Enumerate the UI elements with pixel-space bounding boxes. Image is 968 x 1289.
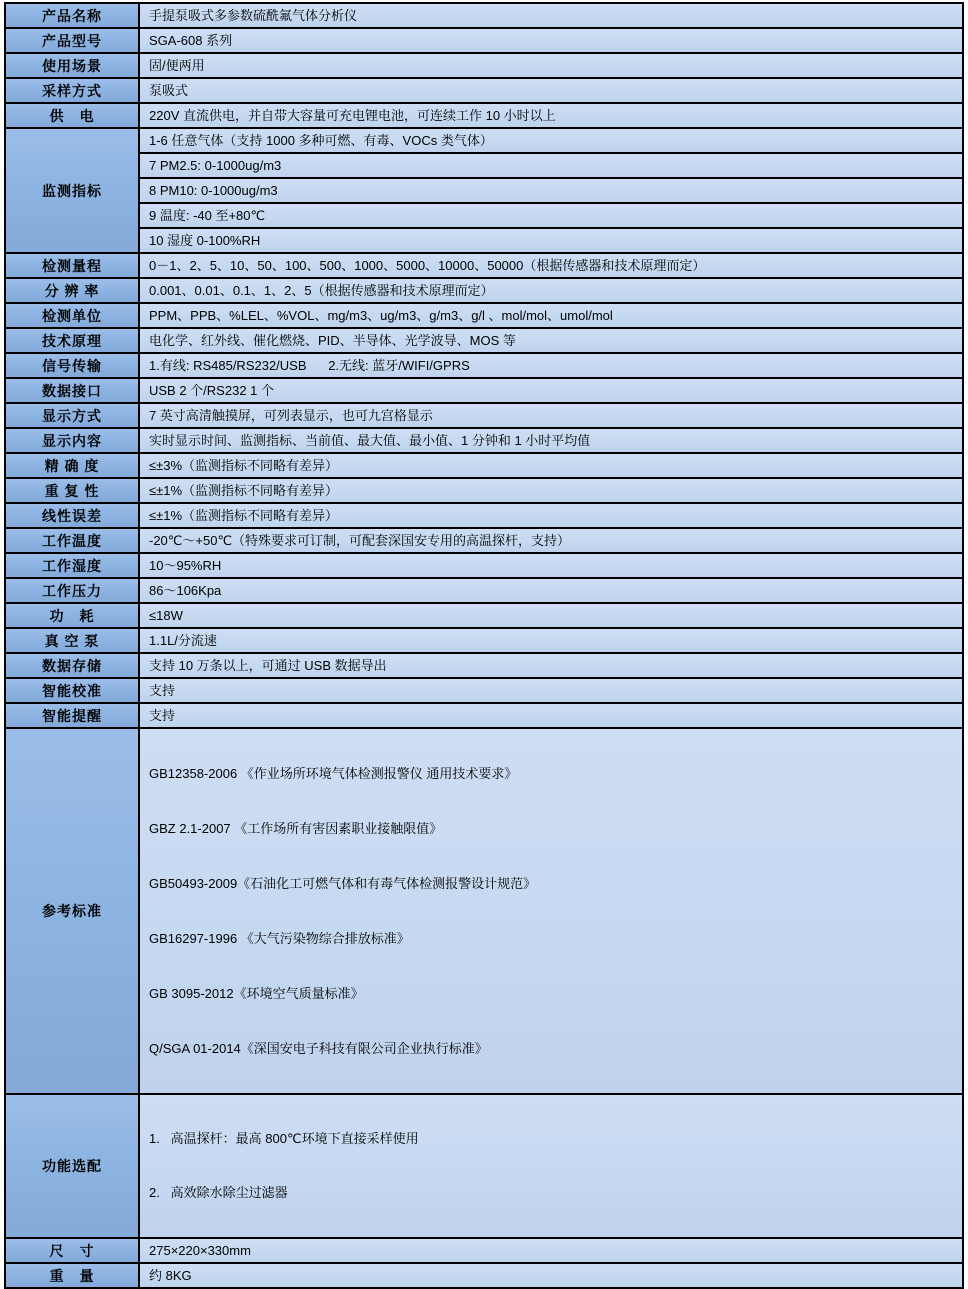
spec-row — [5, 228, 963, 253]
spec-value-monitoring-indicator-4: 9 温度: -40 至+80℃ — [139, 203, 963, 228]
spec-value-detection-range: 0－1、2、5、10、50、100、500、1000、5000、10000、50000（根据传感器和技术原理而定） — [139, 253, 963, 278]
spec-label-product-model: 产品型号 — [5, 28, 139, 53]
spec-row — [5, 503, 963, 528]
spec-label-detection-unit: 检测单位 — [5, 303, 139, 328]
spec-label-smart-reminder: 智能提醒 — [5, 703, 139, 728]
spec-row — [5, 78, 963, 103]
spec-row — [5, 453, 963, 478]
spec-value-data-storage: 支持 10 万条以上，可通过 USB 数据导出 — [139, 653, 963, 678]
spec-value-working-pressure: 86～106Kpa — [139, 578, 963, 603]
spec-value-resolution: 0.001、0.01、0.1、1、2、5（根据传感器和技术原理而定） — [139, 278, 963, 303]
spec-value-power-consumption: ≤18W — [139, 603, 963, 628]
spec-label-sampling-method: 采样方式 — [5, 78, 139, 103]
spec-value-linearity-error: ≤±1%（监测指标不同略有差异） — [139, 503, 963, 528]
spec-row — [5, 128, 963, 153]
spec-row — [5, 278, 963, 303]
spec-label-display-content: 显示内容 — [5, 428, 139, 453]
reference-standard-line: Q/SGA 01-2014《深国安电子科技有限公司企业执行标准》 — [149, 1041, 488, 1056]
spec-value-reference-standards — [139, 728, 963, 1094]
product-spec-table — [4, 2, 964, 1289]
spec-value-vacuum-pump: 1.1L/分流速 — [139, 628, 963, 653]
spec-row — [5, 653, 963, 678]
spec-row — [5, 1094, 963, 1238]
spec-value-detection-unit: PPM、PPB、%LEL、%VOL、mg/m3、ug/m3、g/m3、g/l 、mol/mol、umol/mol — [139, 303, 963, 328]
spec-label-monitoring-indicators: 监测指标 — [5, 128, 139, 253]
spec-row — [5, 378, 963, 403]
spec-label-display-mode: 显示方式 — [5, 403, 139, 428]
spec-label-dimensions: 尺 寸 — [5, 1238, 139, 1263]
spec-value-usage-scene: 固/便两用 — [139, 53, 963, 78]
spec-row — [5, 478, 963, 503]
spec-value-monitoring-indicator-1: 1-6 任意气体（支持 1000 多种可燃、有毒、VOCs 类气体） — [139, 128, 963, 153]
spec-row — [5, 3, 963, 28]
spec-value-working-humidity: 10～95%RH — [139, 553, 963, 578]
reference-standard-line: GB 3095-2012《环境空气质量标准》 — [149, 986, 364, 1001]
spec-row — [5, 353, 963, 378]
spec-value-power-supply: 220V 直流供电，并自带大容量可充电锂电池，可连续工作 10 小时以上 — [139, 103, 963, 128]
spec-row — [5, 1238, 963, 1263]
spec-row — [5, 28, 963, 53]
spec-label-smart-calibration: 智能校准 — [5, 678, 139, 703]
spec-value-smart-reminder: 支持 — [139, 703, 963, 728]
spec-label-technical-principle: 技术原理 — [5, 328, 139, 353]
spec-row — [5, 528, 963, 553]
spec-label-data-interface: 数据接口 — [5, 378, 139, 403]
spec-row — [5, 428, 963, 453]
spec-value-product-name: 手提泵吸式多参数硫酰氟气体分析仪 — [139, 3, 963, 28]
optional-feature-line: 2. 高效除水除尘过滤器 — [149, 1185, 288, 1200]
spec-row — [5, 253, 963, 278]
spec-row — [5, 203, 963, 228]
spec-label-linearity-error: 线性误差 — [5, 503, 139, 528]
spec-label-vacuum-pump: 真 空 泵 — [5, 628, 139, 653]
spec-label-data-storage: 数据存储 — [5, 653, 139, 678]
spec-label-resolution: 分 辨 率 — [5, 278, 139, 303]
spec-row — [5, 603, 963, 628]
spec-label-working-humidity: 工作湿度 — [5, 553, 139, 578]
spec-value-display-content: 实时显示时间、监测指标、当前值、最大值、最小值、1 分钟和 1 小时平均值 — [139, 428, 963, 453]
spec-label-product-name: 产品名称 — [5, 3, 139, 28]
spec-value-repeatability: ≤±1%（监测指标不同略有差异） — [139, 478, 963, 503]
reference-standard-line: GB12358-2006 《作业场所环境气体检测报警仪 通用技术要求》 — [149, 766, 518, 781]
spec-row — [5, 403, 963, 428]
spec-label-usage-scene: 使用场景 — [5, 53, 139, 78]
spec-label-signal-transmission: 信号传输 — [5, 353, 139, 378]
spec-label-working-pressure: 工作压力 — [5, 578, 139, 603]
spec-value-monitoring-indicator-5: 10 湿度 0-100%RH — [139, 228, 963, 253]
spec-row — [5, 328, 963, 353]
spec-value-weight: 约 8KG — [139, 1263, 963, 1288]
spec-value-signal-transmission: 1.有线: RS485/RS232/USB 2.无线: 蓝牙/WIFI/GPRS — [139, 353, 963, 378]
spec-value-monitoring-indicator-3: 8 PM10: 0-1000ug/m3 — [139, 178, 963, 203]
spec-label-reference-standards: 参考标准 — [5, 728, 139, 1094]
spec-row — [5, 728, 963, 1094]
spec-label-repeatability: 重 复 性 — [5, 478, 139, 503]
spec-label-optional-features: 功能选配 — [5, 1094, 139, 1238]
spec-value-sampling-method: 泵吸式 — [139, 78, 963, 103]
spec-row — [5, 303, 963, 328]
reference-standard-line: GB50493-2009《石油化工可燃气体和有毒气体检测报警设计规范》 — [149, 876, 537, 891]
reference-standard-line: GB16297-1996 《大气污染物综合排放标准》 — [149, 931, 410, 946]
spec-value-optional-features — [139, 1094, 963, 1238]
spec-row — [5, 103, 963, 128]
spec-row — [5, 153, 963, 178]
spec-row — [5, 628, 963, 653]
spec-row — [5, 553, 963, 578]
spec-row — [5, 678, 963, 703]
spec-value-working-temperature: -20℃～+50℃（特殊要求可订制，可配套深国安专用的高温探杆，支持） — [139, 528, 963, 553]
spec-row — [5, 578, 963, 603]
spec-label-weight: 重 量 — [5, 1263, 139, 1288]
spec-value-display-mode: 7 英寸高清触摸屏，可列表显示，也可九宫格显示 — [139, 403, 963, 428]
spec-value-data-interface: USB 2 个/RS232 1 个 — [139, 378, 963, 403]
spec-label-detection-range: 检测量程 — [5, 253, 139, 278]
spec-row — [5, 53, 963, 78]
spec-label-power-consumption: 功 耗 — [5, 603, 139, 628]
spec-row — [5, 178, 963, 203]
spec-value-product-model: SGA-608 系列 — [139, 28, 963, 53]
spec-label-power-supply: 供 电 — [5, 103, 139, 128]
optional-feature-line: 1. 高温探杆：最高 800℃环境下直接采样使用 — [149, 1131, 419, 1146]
spec-row — [5, 703, 963, 728]
spec-label-working-temperature: 工作温度 — [5, 528, 139, 553]
spec-value-smart-calibration: 支持 — [139, 678, 963, 703]
spec-label-accuracy: 精 确 度 — [5, 453, 139, 478]
spec-row — [5, 1263, 963, 1288]
reference-standard-line: GBZ 2.1-2007 《工作场所有害因素职业接触限值》 — [149, 821, 443, 836]
spec-value-accuracy: ≤±3%（监测指标不同略有差异） — [139, 453, 963, 478]
spec-value-monitoring-indicator-2: 7 PM2.5: 0-1000ug/m3 — [139, 153, 963, 178]
spec-value-technical-principle: 电化学、红外线、催化燃烧、PID、半导体、光学波导、MOS 等 — [139, 328, 963, 353]
spec-value-dimensions: 275×220×330mm — [139, 1238, 963, 1263]
